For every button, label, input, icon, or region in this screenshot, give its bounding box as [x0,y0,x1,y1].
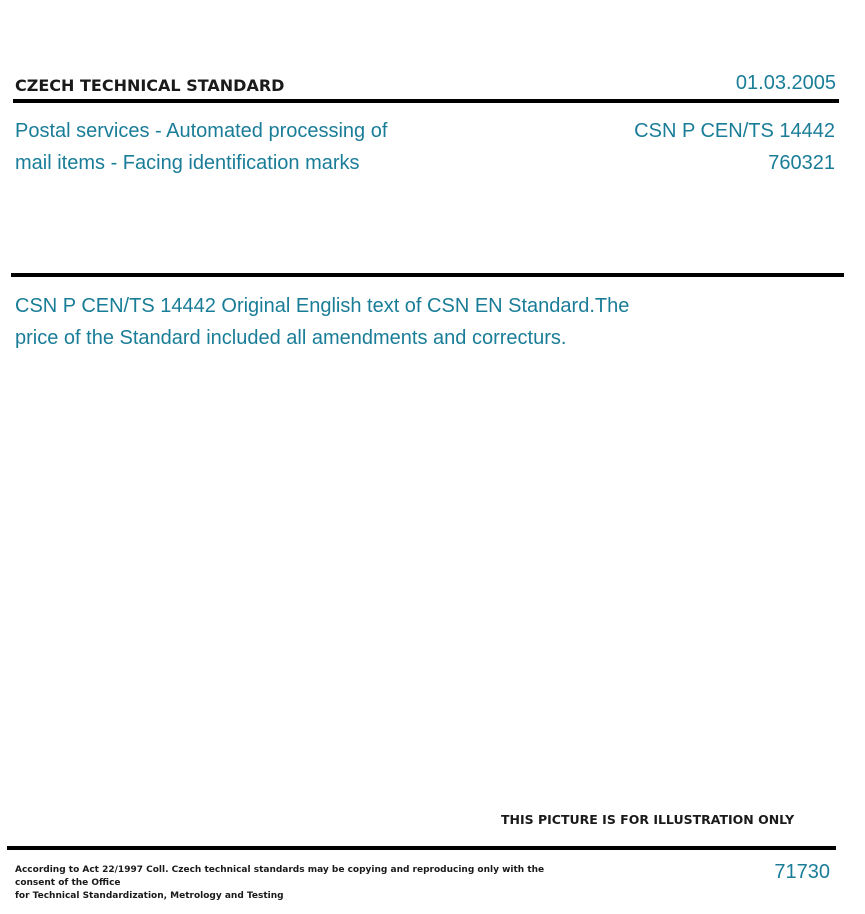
standard-identifiers [634,115,835,179]
description-line-1: CSN P CEN/TS 14442 Original English text of CSN EN Standard.The [15,295,630,317]
legal-line-2: for Technical Standardization, Metrology and Testing [15,891,284,901]
publication-date: 01.03.2005 [735,72,836,94]
standard-title-line-1: Postal services - Automated processing of [15,120,388,142]
footer-divider [7,846,836,850]
standard-title-line-2: mail items - Facing identification marks [15,152,360,174]
standard-description [15,290,715,354]
standard-title [15,115,485,179]
class-number: 760321 [768,152,835,174]
standard-code: CSN P CEN/TS 14442 [634,120,835,142]
section-divider [11,273,844,277]
catalog-number: 71730 [774,861,830,883]
legal-notice [15,864,585,903]
document-heading: CZECH TECHNICAL STANDARD [15,76,285,95]
description-line-2: price of the Standard included all amendments and correcturs. [15,327,567,349]
legal-line-1: According to Act 22/1997 Coll. Czech technical standards may be copying and reproducing only with the consent of the Office [15,865,545,888]
header-divider [13,99,839,103]
illustration-notice: THIS PICTURE IS FOR ILLUSTRATION ONLY [501,812,795,827]
